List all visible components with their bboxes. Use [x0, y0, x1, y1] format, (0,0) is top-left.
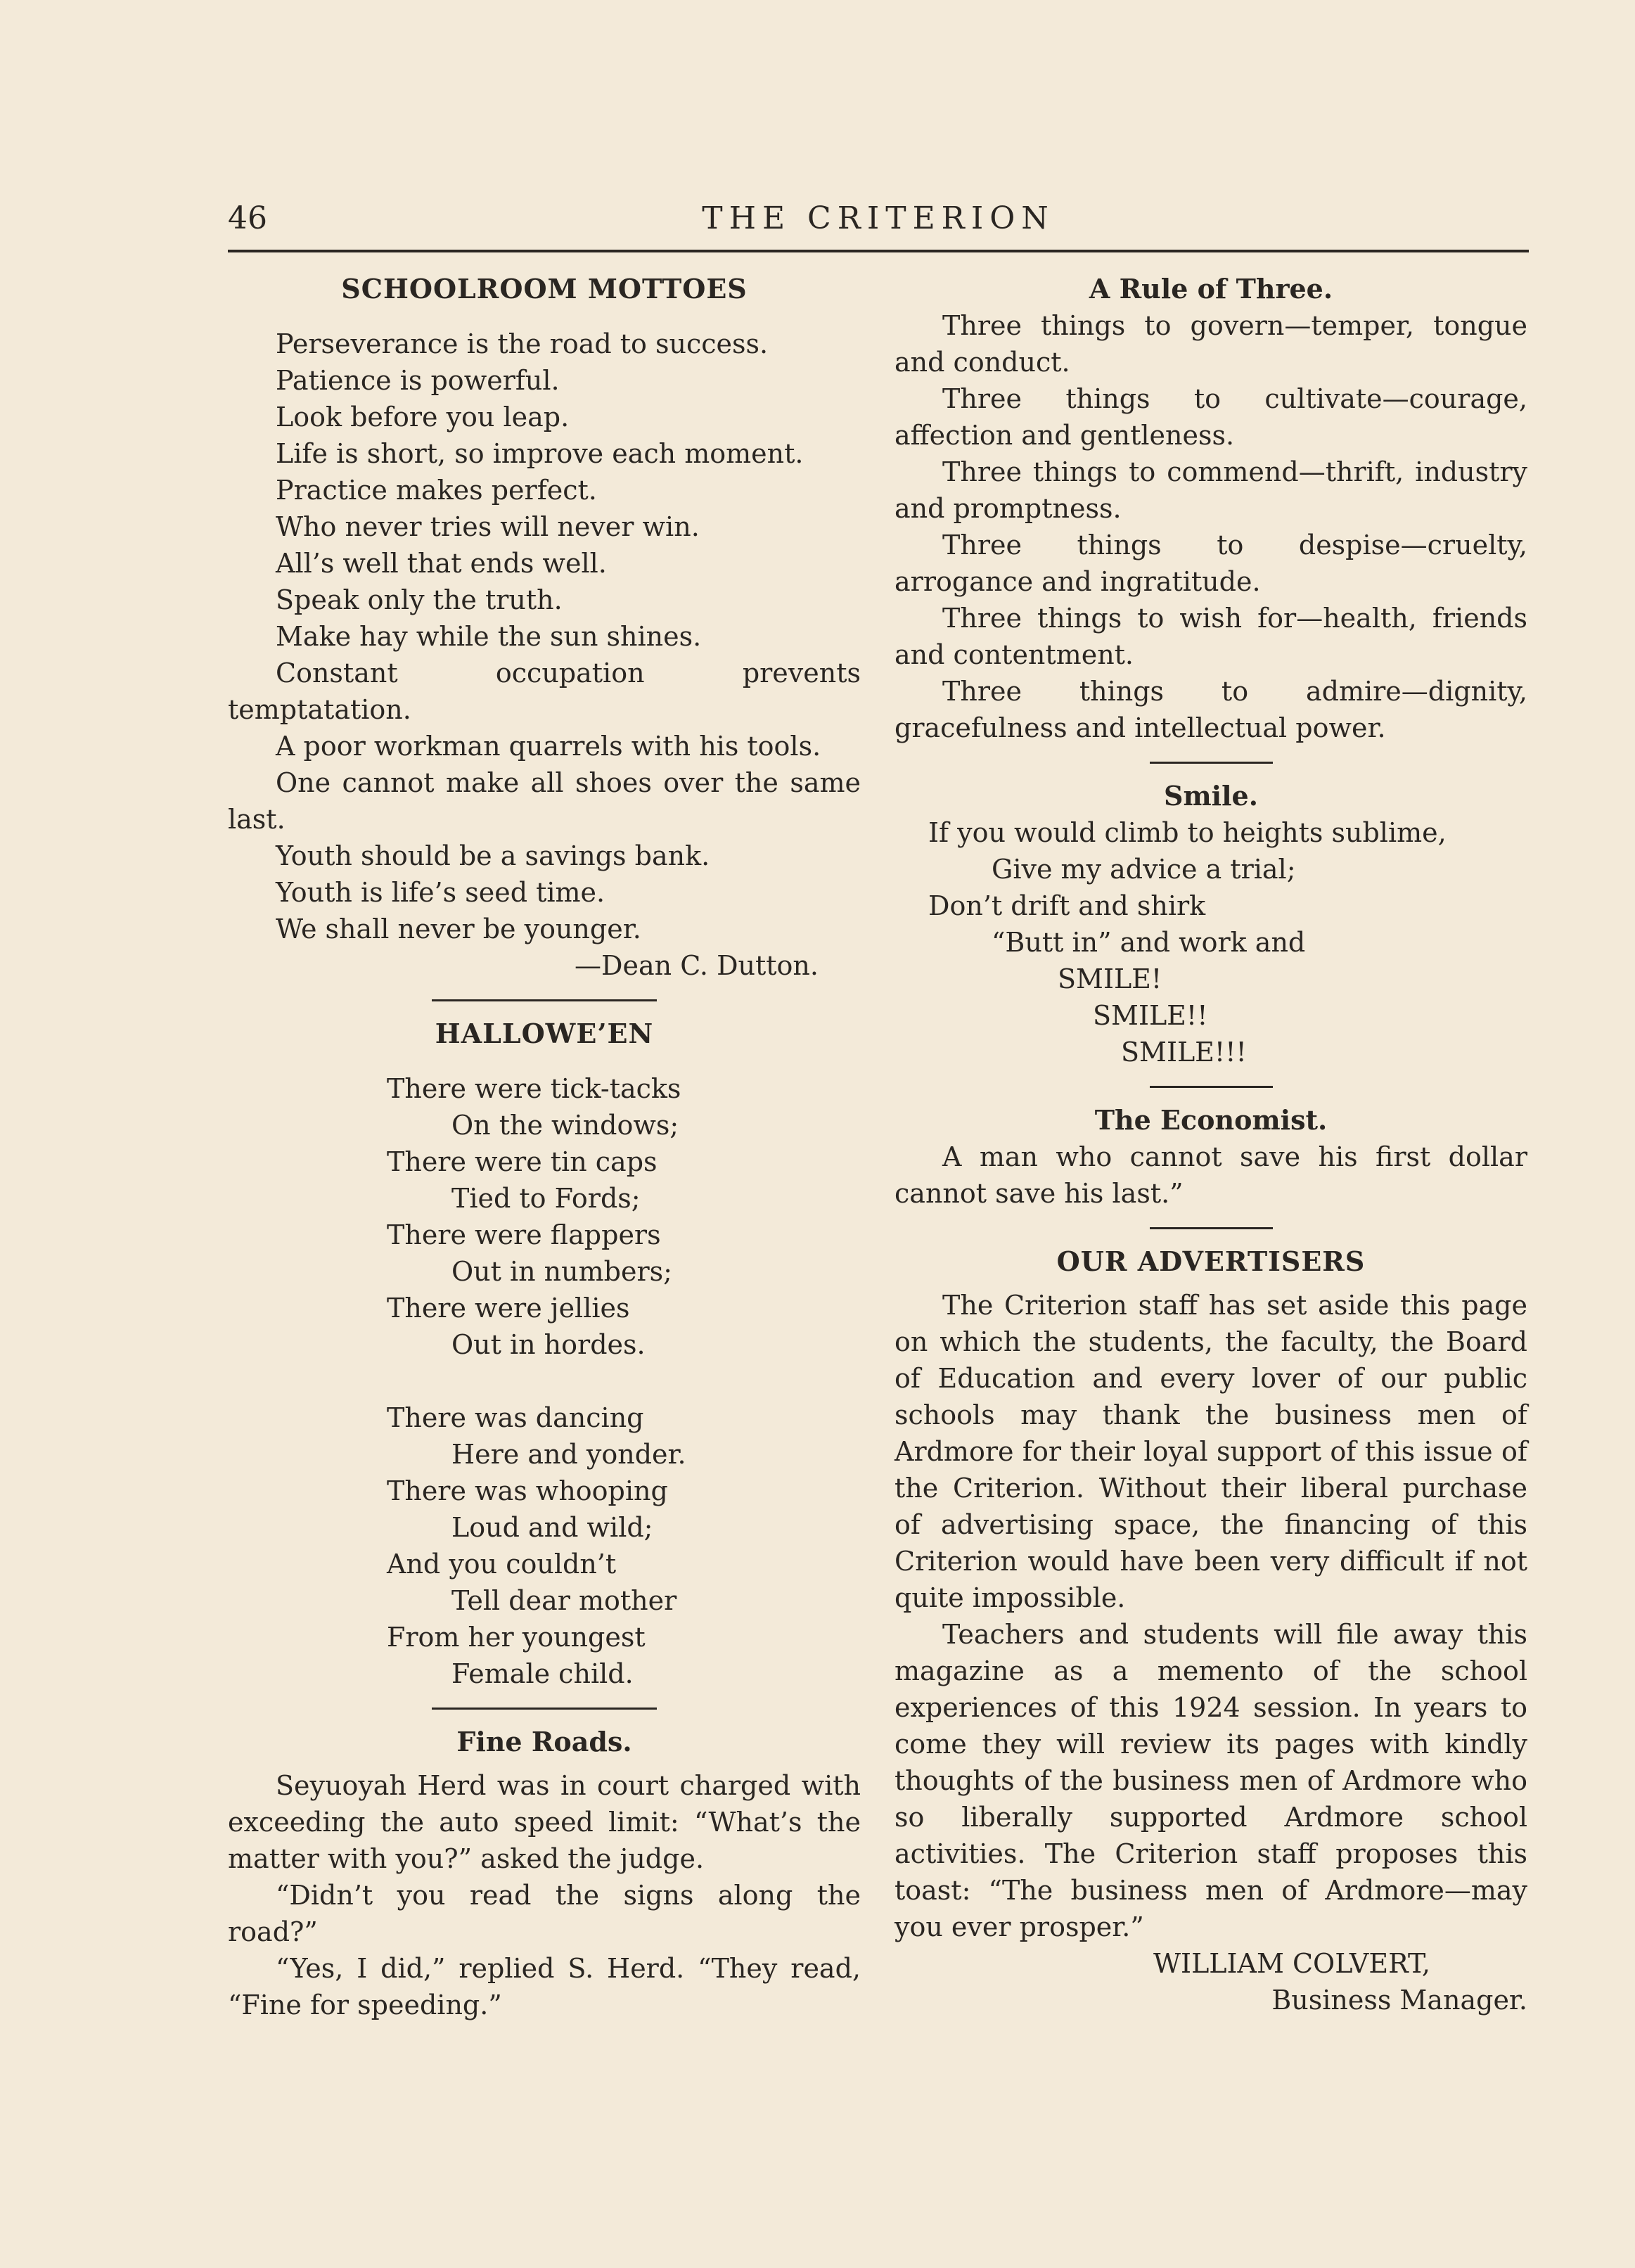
motto-line: All’s well that ends well.	[276, 548, 607, 579]
motto-line: Constant occupation prevents temptatation.	[228, 658, 861, 725]
section-divider	[1150, 1227, 1273, 1229]
fine-roads-paragraph: “Didn’t you read the signs along the road?”	[228, 1880, 861, 1947]
poem-line: There were flappers	[387, 1219, 661, 1250]
motto-line: Perseverance is the road to success.	[276, 328, 769, 359]
poem-line: Female child.	[451, 1658, 634, 1689]
section-divider	[432, 1708, 657, 1710]
poem-line: There was whooping	[387, 1475, 668, 1506]
right-column	[895, 271, 1527, 2018]
motto-line: We shall never be younger.	[276, 914, 641, 944]
poem-line: There was dancing	[387, 1402, 644, 1433]
motto-line: Speak only the truth.	[276, 584, 563, 615]
rule-paragraph: Three things to cultivate—courage, affection and gentleness.	[895, 383, 1527, 451]
mottoes-signature: —Dean C. Dutton.	[575, 950, 819, 981]
motto-line: Youth should be a savings bank.	[276, 840, 710, 871]
poem-line: On the windows;	[451, 1110, 679, 1141]
section-divider	[1150, 1086, 1273, 1088]
poem-line: There were jellies	[387, 1293, 630, 1324]
motto-line: A poor workman quarrels with his tools.	[276, 731, 821, 762]
poem-line: Don’t drift and shirk	[928, 890, 1206, 921]
poem-line: SMILE!!	[1093, 1000, 1208, 1031]
motto-line: Practice makes perfect.	[276, 475, 597, 506]
poem-line: SMILE!!!	[1121, 1037, 1247, 1068]
header-rule	[228, 250, 1529, 252]
signature-name: WILLIAM COLVERT,	[1153, 1948, 1430, 1979]
rule-of-three-title: A Rule of Three.	[1089, 273, 1333, 305]
rule-paragraph: Three things to despise—cruelty, arrogance and ingratitude.	[895, 530, 1527, 597]
fine-roads-paragraph: “Yes, I did,” replied S. Herd. “They read, “Fine for speeding.”	[228, 1953, 861, 2020]
poem-line: SMILE!	[1058, 963, 1162, 994]
mottoes-list	[228, 326, 861, 984]
smile-poem	[895, 814, 1527, 1070]
poem-line: Loud and wild;	[451, 1512, 653, 1543]
advertisers-paragraph: The Criterion staff has set aside this page on which the students, the faculty, the Board of Education and every lover of our public schools may thank the business men of Ardmore for their loyal support of this issue of the Criterion. Without their liberal purchase of advertising space, the financing of this Criterion would have been very difficult if not quite impossible.	[895, 1290, 1527, 1613]
poem-line: Here and yonder.	[451, 1439, 686, 1470]
motto-line: Who never tries will never win.	[276, 511, 700, 542]
poem-line: From her youngest	[387, 1622, 646, 1653]
poem-line: Give my advice a trial;	[992, 854, 1296, 885]
poem-line: There were tick-tacks	[387, 1073, 681, 1104]
fine-roads-paragraph: Seyuoyah Herd was in court charged with exceeding the auto speed limit: “What’s the matter with you?” asked the judge.	[228, 1770, 861, 1874]
mottoes-title: SCHOOLROOM MOTTOES	[341, 273, 748, 305]
rule-paragraph: Three things to govern—temper, tongue and conduct.	[895, 310, 1527, 378]
page-header	[228, 200, 1529, 243]
poem-line: Out in hordes.	[451, 1329, 646, 1360]
fine-roads-title: Fine Roads.	[456, 1726, 632, 1757]
poem-line: “Butt in” and work and	[992, 927, 1306, 958]
motto-line: Life is short, so improve each moment.	[276, 438, 804, 469]
poem-line: If you would climb to heights sublime,	[928, 817, 1447, 848]
economist-text: A man who cannot save his first dollar cannot save his last.”	[895, 1141, 1527, 1209]
section-divider	[432, 999, 657, 1001]
smile-title: Smile.	[1164, 780, 1258, 812]
poem-line: There were tin caps	[387, 1146, 658, 1177]
running-title: THE CRITERION	[702, 200, 1055, 236]
poem-line: Tied to Fords;	[451, 1183, 641, 1214]
advertisers-paragraph: Teachers and students will file away this magazine as a memento of the school experiences of this 1924 session. In years to come they will review its pages with kindly thoughts of the business men of Ardmore who so liberally supported Ardmore school activities. The Criterion staff proposes this toast: “The business men of Ardmore—may you ever prosper.”	[895, 1619, 1527, 1942]
halloween-title: HALLOWE’EN	[435, 1018, 654, 1049]
motto-line: Youth is life’s seed time.	[276, 877, 605, 908]
advertisers-title: OUR ADVERTISERS	[1056, 1245, 1366, 1277]
economist-title: The Economist.	[1094, 1104, 1328, 1136]
rule-paragraph: Three things to admire—dignity, gracefulness and intellectual power.	[895, 676, 1527, 743]
halloween-poem	[228, 1070, 861, 1692]
motto-line: Patience is powerful.	[276, 365, 560, 396]
motto-line: One cannot make all shoes over the same last.	[228, 767, 861, 835]
poem-line: And you couldn’t	[387, 1549, 617, 1580]
poem-line: Out in numbers;	[451, 1256, 672, 1287]
section-divider	[1150, 762, 1273, 764]
page-number: 46	[228, 200, 267, 236]
motto-line: Look before you leap.	[276, 402, 570, 433]
rule-paragraph: Three things to commend—thrift, industry and promptness.	[895, 456, 1527, 524]
left-column	[228, 271, 861, 2023]
rule-paragraph: Three things to wish for—health, friends and contentment.	[895, 603, 1527, 670]
poem-line: Tell dear mother	[451, 1585, 677, 1616]
motto-line: Make hay while the sun shines.	[276, 621, 702, 652]
signature-title: Business Manager.	[1271, 1985, 1527, 2016]
